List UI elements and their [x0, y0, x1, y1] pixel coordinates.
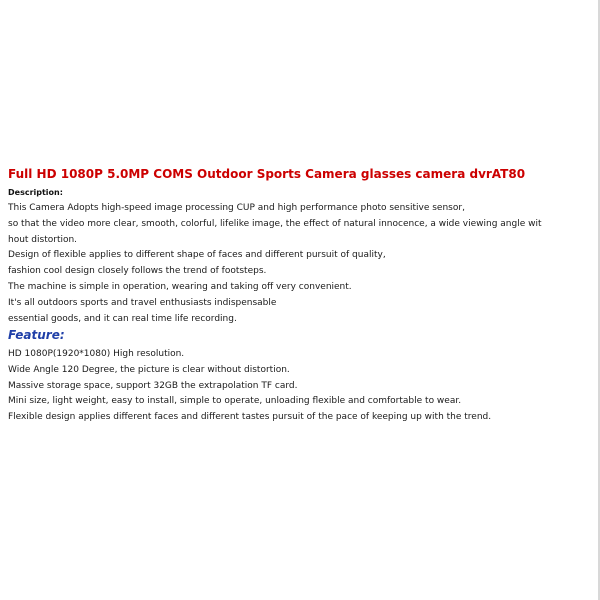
description-line: essential goods, and it can real time life recording. — [8, 313, 237, 324]
feature-line: Mini size, light weight, easy to install, simple to operate, unloading flexible and comfortable to wear. — [8, 396, 462, 407]
feature-heading: Feature: — [8, 328, 65, 342]
description-lines — [8, 201, 596, 327]
feature-line: Massive storage space, support 32GB the extrapolation TF card. — [8, 380, 298, 391]
description-line: It's all outdoors sports and travel enthusiasts indispensable — [8, 297, 277, 308]
feature-lines — [8, 347, 596, 426]
description-heading: Description: — [8, 188, 63, 197]
description-line: hout distortion. — [8, 234, 78, 245]
description-line: The machine is simple in operation, wearing and taking off very convenient. — [8, 281, 352, 292]
description-line: This Camera Adopts high-speed image processing CUP and high performance photo sensitive sensor, — [8, 203, 465, 213]
description-line: fashion cool design closely follows the trend of footsteps. — [8, 266, 267, 277]
product-title: Full HD 1080P 5.0MP COMS Outdoor Sports Camera glasses camera dvrAT80 — [8, 167, 526, 181]
feature-line: HD 1080P(1920*1080) High resolution. — [8, 349, 185, 359]
description-line: so that the video more clear, smooth, colorful, lifelike image, the effect of natural innocence, a wide viewing angle wit — [8, 218, 542, 229]
description-line: Design of flexible applies to different shape of faces and different pursuit of quality, — [8, 250, 386, 261]
feature-line: Wide Angle 120 Degree, the picture is clear without distortion. — [8, 364, 290, 375]
feature-line: Flexible design applies different faces and different tastes pursuit of the pace of keeping up with the trend. — [8, 412, 492, 423]
